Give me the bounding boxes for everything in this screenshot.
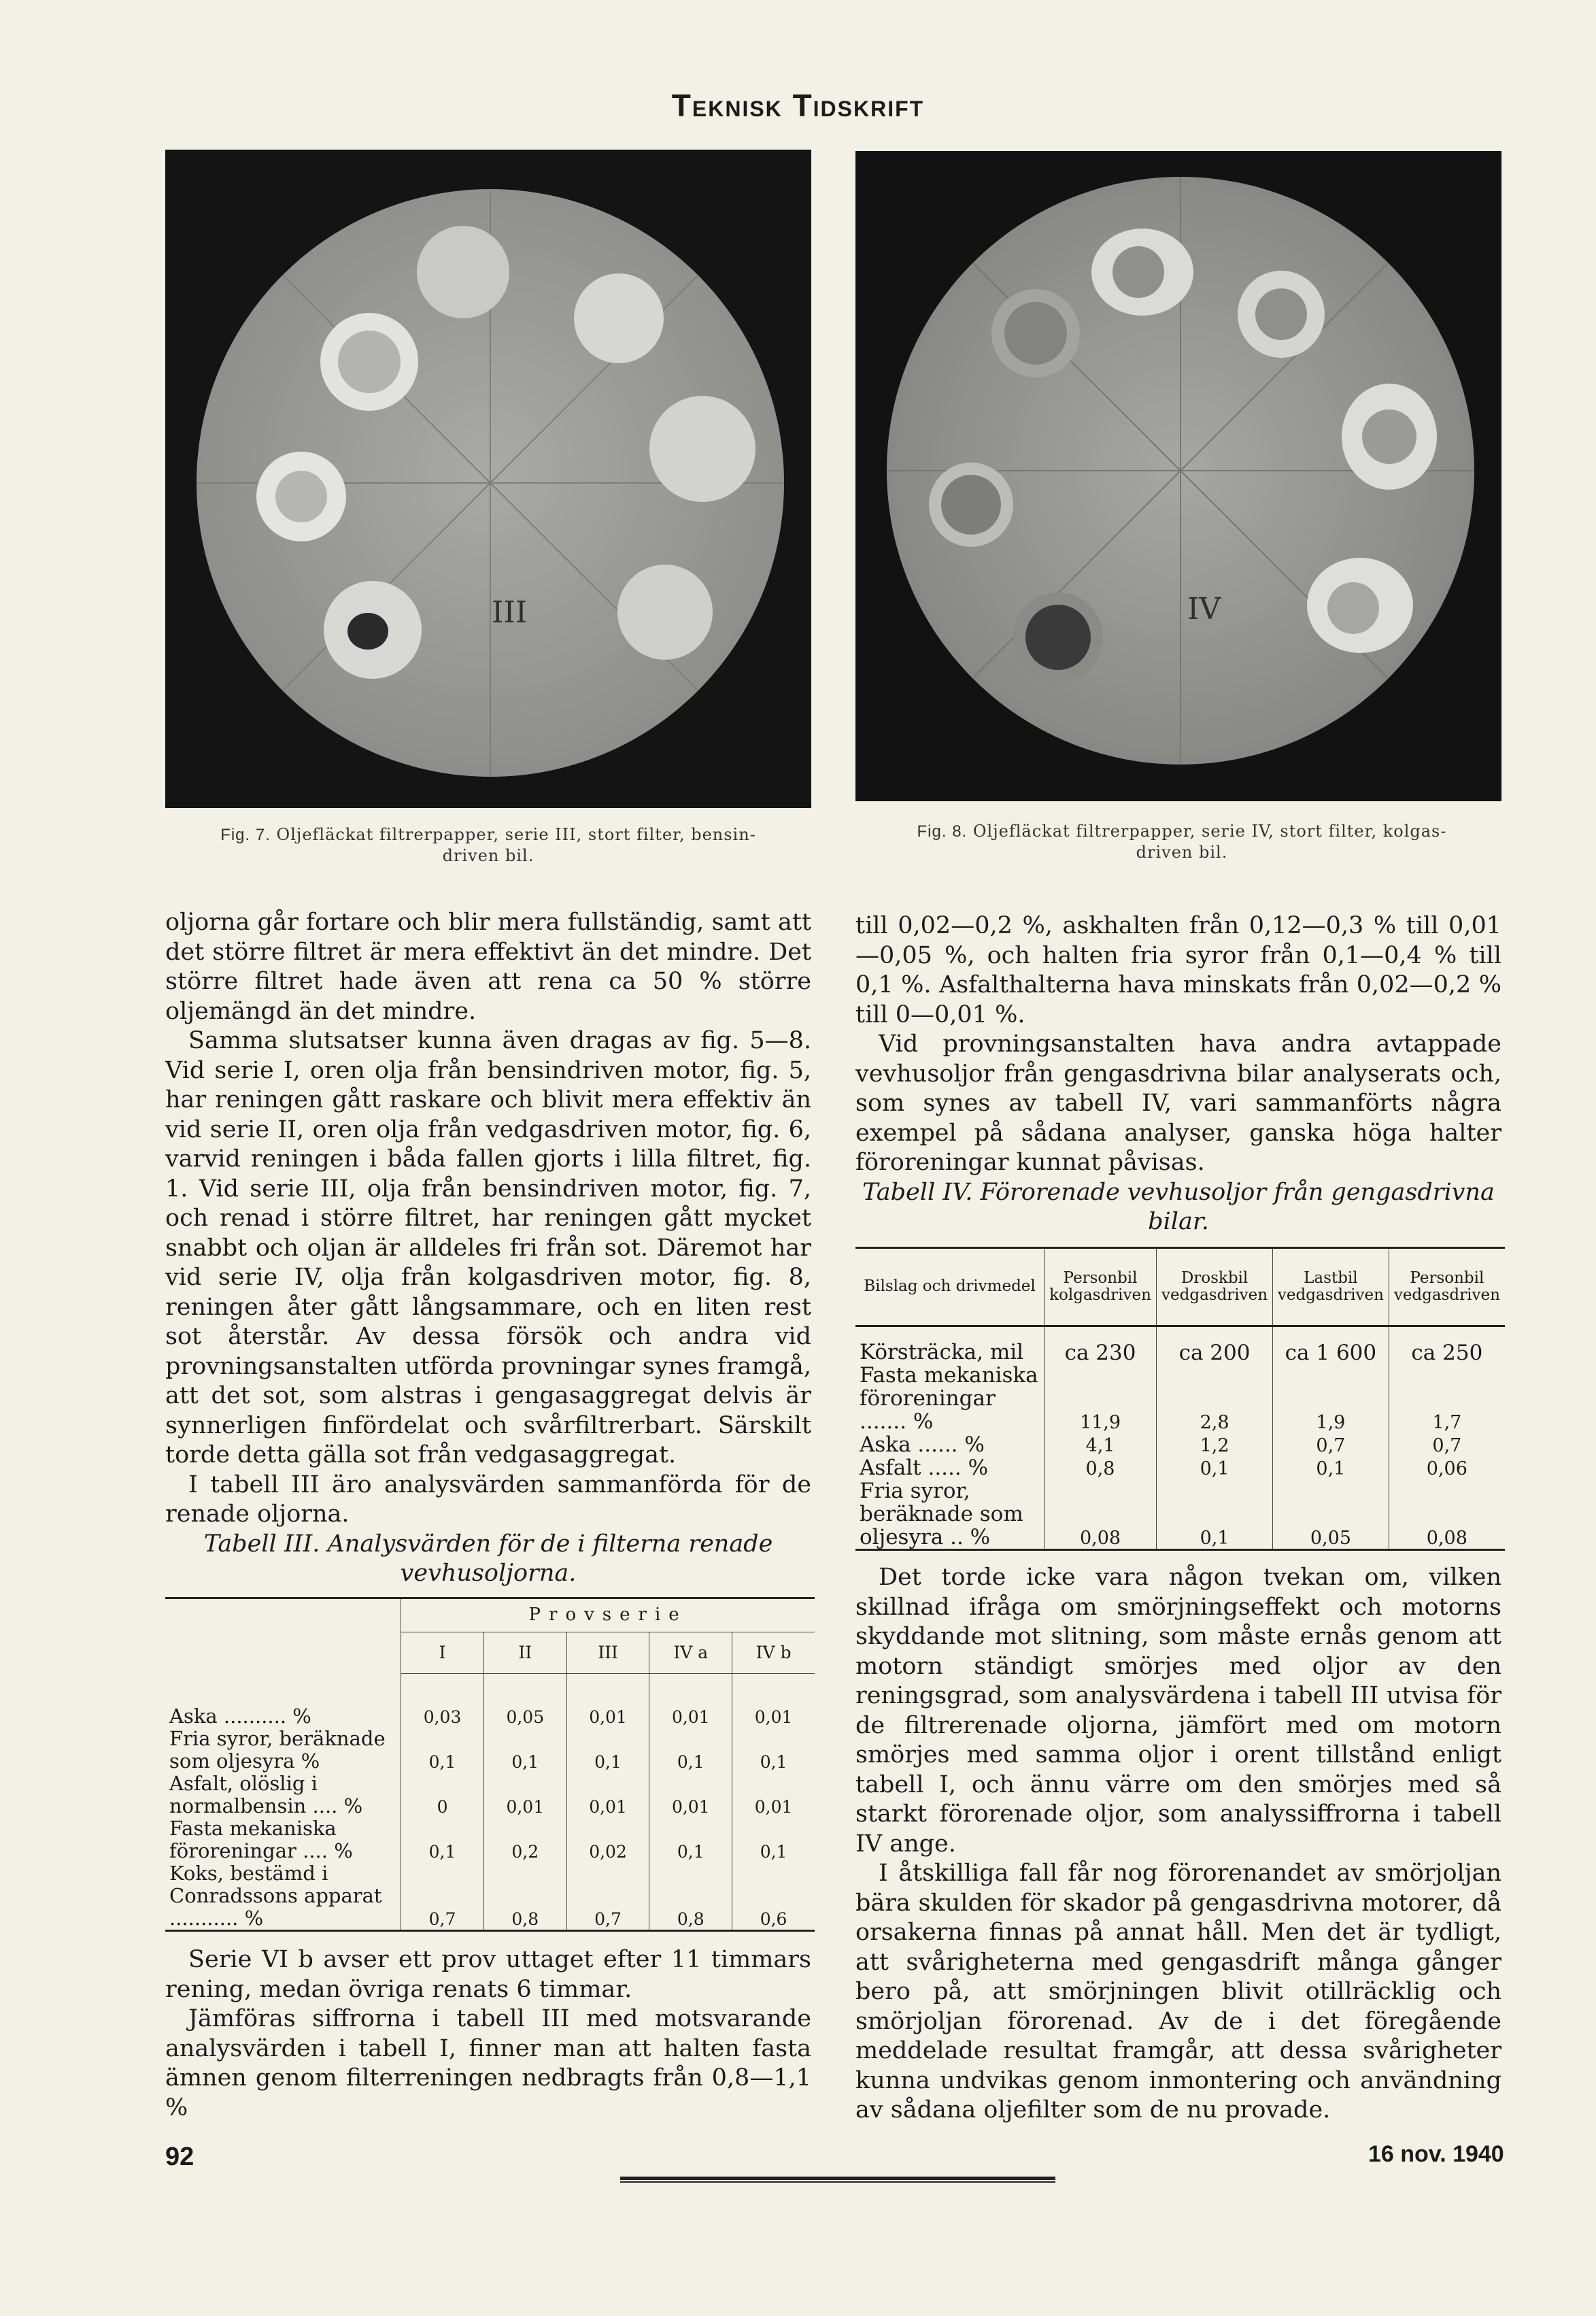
table-cell: 0,6 [732, 1862, 815, 1931]
table-row [855, 1364, 1505, 1433]
table-cell: 0,7 [1273, 1433, 1389, 1456]
table-3-corner [165, 1598, 401, 1673]
table-cell: 0,7 [401, 1862, 484, 1931]
table-cell: 0,8 [1045, 1456, 1157, 1479]
table-cell: ca 1 600 [1273, 1341, 1389, 1364]
table-row [165, 1817, 815, 1862]
table-cell: 0,01 [649, 1673, 732, 1728]
figure-8-photo [855, 151, 1501, 801]
figure-7-photo [165, 150, 811, 808]
column-header: I [401, 1632, 484, 1673]
table-cell: 0,1 [732, 1817, 815, 1862]
left-column [165, 908, 811, 2123]
row-label: Koks, bestämd i Conradssons apparat ........... % [165, 1862, 401, 1931]
fig7-mark: III [492, 595, 528, 630]
table-row [165, 1728, 815, 1773]
table-cell: 0,1 [401, 1728, 484, 1773]
paragraph: oljorna går fortare och blir mera fullständig, samt att det större filtret är mera effektivt än det mindre. Det större filtret hade även att rena ca 50 % större oljemängd än det mindre. [165, 909, 811, 1025]
table-cell: 0,05 [1273, 1479, 1389, 1550]
table-cell: 0,01 [732, 1673, 815, 1728]
table-row [165, 1862, 815, 1931]
table-cell: 11,9 [1045, 1364, 1157, 1433]
column-header: II [483, 1632, 566, 1673]
table-cell: 0,1 [566, 1728, 649, 1773]
table-cell: 0,7 [566, 1862, 649, 1931]
row-label: Asfalt ..... % [860, 1456, 989, 1480]
column-header: Lastbil vedgasdriven [1273, 1247, 1389, 1326]
table-cell: ca 230 [1045, 1341, 1157, 1364]
column-header: Personbil kolgasdriven [1045, 1247, 1157, 1326]
column-header: III [566, 1632, 649, 1673]
table-cell: 0,01 [649, 1773, 732, 1817]
paragraph: Vid provningsanstalten hava andra avtappade vevhusoljor från gengasdrivna bilar analyserats och, som synes av tabell IV, vari sammanförts några exempel på sådana analyser, ganska höga halter föroreningar kunnat påvisas. [855, 1030, 1501, 1176]
page-number: 92 [165, 2143, 194, 2171]
table-cell: 0,1 [649, 1817, 732, 1862]
row-label: Fria syror, beräknade som oljesyra % [169, 1727, 386, 1773]
table-cell: 0,1 [401, 1817, 484, 1862]
fig8-mark: IV [1187, 592, 1221, 626]
table-4-title: Tabell IV. Förorenade vevhusoljor från gengasdrivna bilar. [862, 1178, 1495, 1235]
table-cell: 0,1 [1157, 1479, 1273, 1550]
table-4-corner: Bilslag och drivmedel [855, 1247, 1045, 1326]
column-header: Droskbil vedgasdriven [1157, 1247, 1273, 1326]
figure-7-text-line2: driven bil. [442, 846, 534, 865]
right-column [855, 911, 1501, 2126]
table-cell: 0,1 [1273, 1456, 1389, 1479]
paragraph: Samma slutsatser kunna även dragas av fig. 5—8. Vid serie I, oren olja från bensindriven motor, fig. 5, har reningen gått raskare och blivit mera effektiv än vid serie II, oren olja från vedgasdriven motor, fig. 6, varvid reningen i båda fallen gjorts i lilla filtret, fig. 1. Vid serie III, olja från bensindriven motor, fig. 7, och renad i större filtret, har reningen gått mycket snabbt och oljan är alldeles fri från sot. Däremot har vid serie IV, olja från kolgasdriven motor, fig. 8, reningen åter gått långsammare, och en liten rest sot återstår. Av dessa försök och andra vid provningsanstalten utförda provningar synes framgå, att det sot, som alstras i gengasaggregat delvis är synnerligen finfördelat och svårfiltrerbart. Särskilt torde detta gälla sot från vedgasaggregat. [165, 1027, 811, 1469]
table-cell: 1,9 [1273, 1364, 1389, 1433]
column-header: IV a [649, 1632, 732, 1673]
footer-rule [620, 2177, 1055, 2183]
table-cell: 0,01 [566, 1773, 649, 1817]
table-cell: 0,8 [649, 1862, 732, 1931]
table-cell: 0,1 [1157, 1456, 1273, 1479]
table-3-super-header: Provserie [401, 1598, 815, 1632]
column-header: IV b [732, 1632, 815, 1673]
figure-8-caption [855, 821, 1508, 863]
table-cell: 1,2 [1157, 1433, 1273, 1456]
table-row [855, 1456, 1505, 1479]
table-cell: 0,06 [1389, 1456, 1505, 1479]
table-3-title: Tabell III. Analysvärden för de i filterna renade vevhusoljorna. [203, 1530, 773, 1587]
table-cell: 0,05 [483, 1673, 566, 1728]
figure-8-text: Oljefläckat filtrerpapper, serie IV, stort filter, kolgas- [972, 822, 1447, 841]
figure-8-text-line2: driven bil. [1136, 843, 1228, 862]
paragraph: Jämföras siffrorna i tabell III med motsvarande analysvärden i tabell I, finner man att halten fasta ämnen genom filterreningen nedbragts från 0,8—1,1 % [165, 2005, 811, 2121]
figure-8-label: Fig. 8. [917, 822, 968, 841]
paragraph: Det torde icke vara någon tvekan om, vilken skillnad ifråga om smörjningseffekt och motorns skyddande mot slitning, som måste ernås genom att motorn ständigt smörjes med oljor av den reningsgrad, som analysvärdena i tabell III utvisa för de filtrerenade oljorna, jämfört med om motorn smörjes med samma oljor i orent tillstånd enligt tabell I, och ännu värre om den smörjes med så starkt förorenade oljor, som analyssiffrorna i tabell IV ange. [855, 1564, 1501, 1858]
table-cell: 2,8 [1157, 1364, 1273, 1433]
table-cell: 0,1 [483, 1728, 566, 1773]
table-cell: 0 [401, 1773, 484, 1817]
table-cell: 0,08 [1045, 1479, 1157, 1550]
table-cell: ca 200 [1157, 1341, 1273, 1364]
table-4 [855, 1247, 1505, 1551]
table-row [165, 1673, 815, 1728]
row-label: Fasta mekaniska föroreningar ....... % [860, 1363, 1038, 1434]
row-label: Körsträcka, mil [860, 1340, 1024, 1364]
figure-7-caption [165, 824, 811, 867]
paragraph: I åtskilliga fall får nog förorenandet av smörjoljan bära skulden för skador på gengasdrivna motorer, då orsakerna finnas på annat håll. Men det är tydligt, att svårigheterna med gengasdrift många gånger bero på, att smörjningen blivit otillräcklig och smörjoljan förorenad. Av de i det föregående meddelade resultat framgår, att dessa svårigheter kunna undvikas genom inmontering och användning av sådana oljefilter som de nu provade. [855, 1860, 1501, 2124]
table-cell: 0,1 [649, 1728, 732, 1773]
table-3 [165, 1597, 815, 1932]
table-cell: 4,1 [1045, 1433, 1157, 1456]
issue-date: 16 nov. 1940 [1368, 2141, 1504, 2167]
row-label: Fria syror, beräknade som oljesyra .. % [855, 1479, 1045, 1550]
table-cell: 0,1 [732, 1728, 815, 1773]
table-cell: 1,7 [1389, 1364, 1505, 1433]
table-cell: 0,2 [483, 1817, 566, 1862]
table-row [855, 1433, 1505, 1456]
table-cell: 0,08 [1389, 1479, 1505, 1550]
table-row [165, 1773, 815, 1817]
table-cell: ca 250 [1389, 1341, 1505, 1364]
figure-7-text: Oljefläckat filtrerpapper, serie III, stort filter, bensin- [276, 825, 756, 844]
row-label: Asfalt, olöslig i normalbensin .... % [169, 1772, 363, 1817]
row-label: Fasta mekaniska föroreningar .... % [169, 1817, 353, 1862]
masthead-title: Teknisk Tidskrift [671, 88, 925, 123]
table-cell: 0,02 [566, 1817, 649, 1862]
table-cell: 0,01 [732, 1773, 815, 1817]
paragraph: Serie VI b avser ett prov uttaget efter 11 timmars rening, medan övriga renats 6 timmar. [165, 1946, 811, 2003]
figure-7-label: Fig. 7. [220, 826, 271, 844]
row-label: Aska ...... % [860, 1432, 985, 1457]
table-cell: 0,8 [483, 1862, 566, 1931]
table-cell: 0,03 [401, 1673, 484, 1728]
table-row [855, 1479, 1505, 1550]
column-header: Personbil vedgasdriven [1389, 1247, 1505, 1326]
table-cell: 0,01 [566, 1673, 649, 1728]
paragraph: till 0,02—0,2 %, askhalten från 0,12—0,3 % till 0,01—0,05 %, och halten fria syror från 0,1—0,4 % till 0,1 %. Asfalthalterna hava minskats från 0,02—0,2 % till 0—0,01 %. [855, 912, 1501, 1028]
row-label: Aska .......... % [169, 1705, 311, 1728]
table-cell: 0,7 [1389, 1433, 1505, 1456]
table-row [855, 1341, 1505, 1364]
paragraph: I tabell III äro analysvärden sammanförda för de renade oljorna. [165, 1471, 811, 1528]
table-cell: 0,01 [483, 1773, 566, 1817]
